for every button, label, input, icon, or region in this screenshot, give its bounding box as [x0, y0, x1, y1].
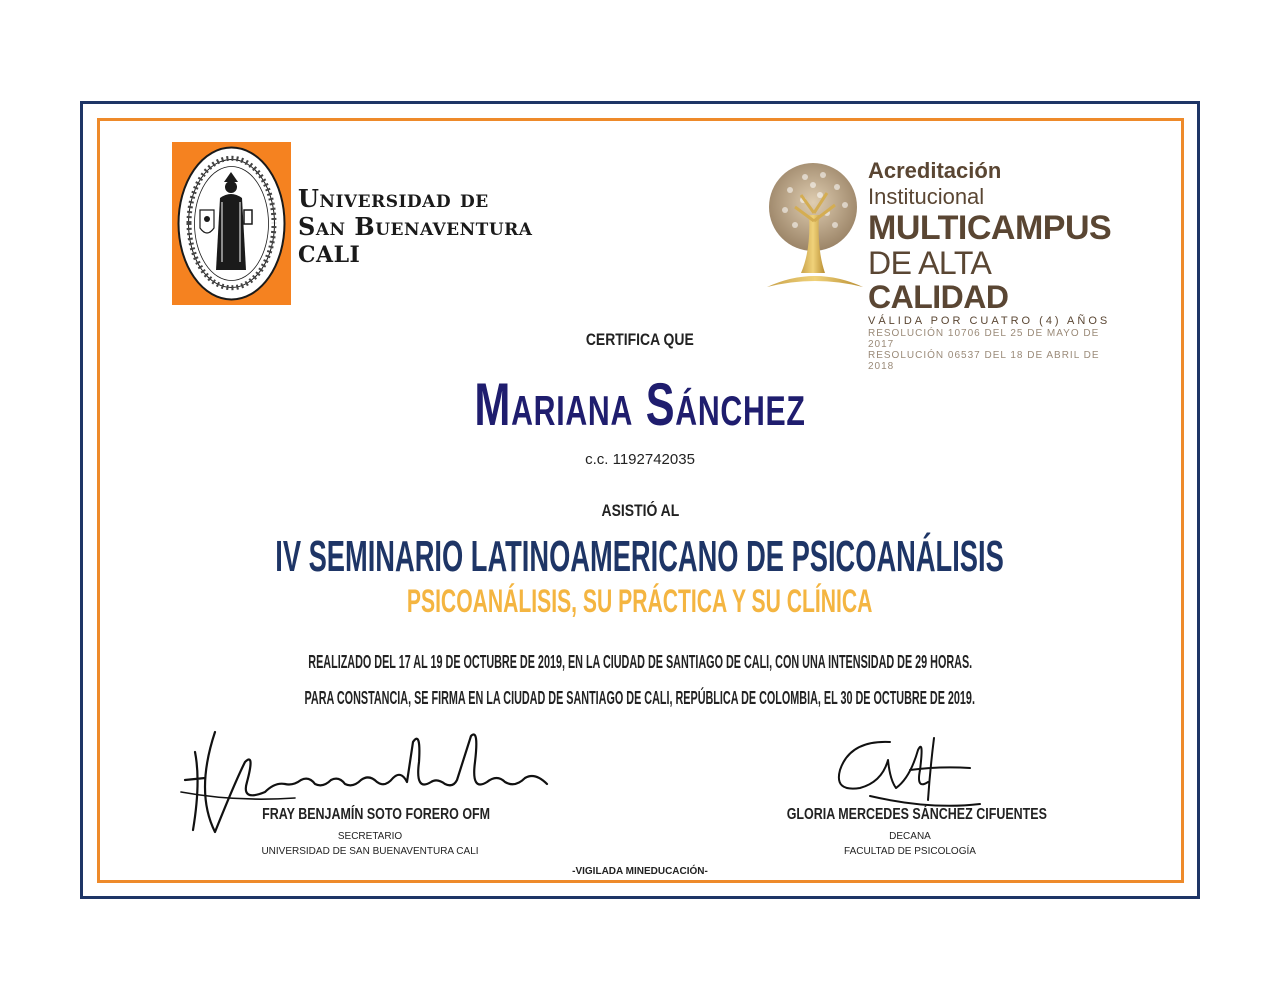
signatory-2-org: FACULTAD DE PSICOLOGÍA: [844, 846, 976, 857]
id-number-wrap: [0, 451, 1280, 469]
seal-icon: [172, 142, 291, 305]
event-title: IV SEMINARIO LATINOAMERICANO DE PSICOANÁLISIS: [275, 532, 1005, 581]
footer-wrap: [0, 861, 1280, 879]
handwritten-signature-icon: [175, 722, 555, 842]
event-title-wrap: [0, 532, 1280, 582]
accreditation-resolution-2: RESOLUCIÓN 06537 DEL 18 DE ABRIL DE 2018: [868, 350, 1100, 372]
details-line2-wrap: [0, 688, 1280, 709]
university-seal-logo: [172, 142, 291, 305]
certifies-label: CERTIFICA QUE: [586, 330, 694, 349]
signatory-2-name-wrap: [750, 806, 1070, 824]
tree-icon: [765, 155, 865, 290]
event-subtitle: PSICOANÁLISIS, SU PRÁCTICA Y SU CLÍNICA: [407, 583, 873, 619]
accreditation-line1: Acreditación Institucional: [868, 158, 1002, 209]
university-name: [298, 185, 532, 269]
accreditation-validity: VÁLIDA POR CUATRO (4) AÑOS: [868, 315, 1111, 327]
signatory-1-org: UNIVERSIDAD DE SAN BUENAVENTURA CALI: [261, 846, 479, 857]
signature-1-image: [175, 722, 555, 842]
accreditation-resolution-1: RESOLUCIÓN 10706 DEL 25 DE MAYO DE 2017: [868, 328, 1100, 350]
details-line1: REALIZADO DEL 17 AL 19 DE OCTUBRE DE 2019, EN LA CIUDAD DE SANTIAGO DE CALI, CON UNA INTENSIDAD DE 29 HORAS.: [308, 652, 972, 672]
attended-label-wrap: [0, 501, 1280, 521]
signatory-1-name: FRAY BENJAMÍN SOTO FORERO OFM: [262, 806, 491, 823]
accreditation-line2: MULTICAMPUS: [868, 209, 1112, 247]
signatory-1-role: SECRETARIO: [337, 831, 403, 842]
signatory-2-role: DECANA: [889, 831, 931, 842]
accreditation-tree-logo: [765, 155, 865, 290]
footer-vigilada: -VIGILADA MINEDUCACIÓN-: [572, 866, 708, 877]
recipient-name: Mariana Sánchez: [474, 371, 806, 438]
id-number: c.c. 1192742035: [585, 451, 695, 468]
university-name-line2: San Buenaventura: [298, 212, 533, 241]
handwritten-signature-icon: [830, 730, 990, 810]
details-line1-wrap: [0, 652, 1280, 673]
recipient-name-wrap: [0, 370, 1280, 439]
attended-label: ASISTIÓ AL: [601, 501, 679, 520]
certifies-label-wrap: [0, 330, 1280, 350]
event-subtitle-wrap: [0, 583, 1280, 620]
university-name-line3: CALI: [298, 242, 361, 268]
signatory-1-name-wrap: [230, 806, 510, 824]
details-line2: PARA CONSTANCIA, SE FIRMA EN LA CIUDAD DE SANTIAGO DE CALI, REPÚBLICA DE COLOMBIA, EL 30 DE OCTUBRE DE 2019.: [304, 688, 976, 708]
signatory-2-name: GLORIA MERCEDES SÁNCHEZ CIFUENTES: [786, 806, 1047, 823]
signature-2-image: [830, 730, 990, 810]
accreditation-line3: DE ALTA CALIDAD: [868, 245, 1009, 315]
university-name-line1: Universidad de: [298, 184, 489, 213]
